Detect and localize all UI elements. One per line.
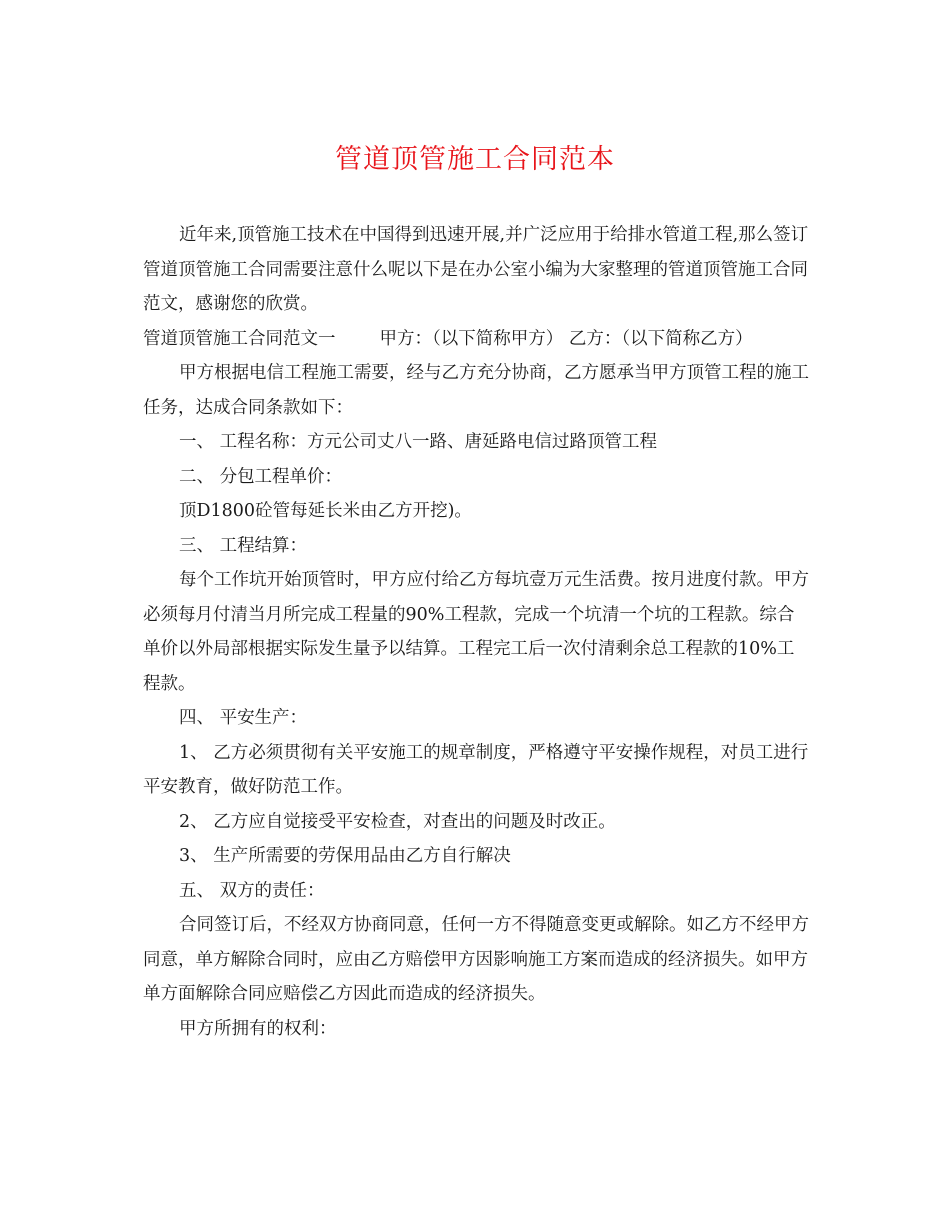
document-body bbox=[143, 218, 810, 1046]
settlement-paragraph: 每个工作坑开始顶管时，甲方应付给乙方每坑壹万元生活费。按月进度付款。甲方必须每月付清当月所完成工程量的90%工程款，完成一个坑清一个坑的工程款。综合单价以外局部根据实际发生量予以结算。工程完工后一次付清剩余总工程款的10%工程款。 bbox=[143, 570, 809, 694]
contract-header-line bbox=[143, 322, 810, 357]
safety-item-3: 3、 生产所需要的劳保用品由乙方自行解决 bbox=[179, 846, 511, 866]
party-a-label: 甲方：（以下简称甲方） bbox=[379, 328, 564, 349]
safety-item-2: 2、 乙方应自觉接受平安检查，对查出的问题及时改正。 bbox=[179, 811, 616, 832]
section-unit-price-heading: 二、 分包工程单价： bbox=[179, 466, 343, 487]
agreement-paragraph: 甲方根据电信工程施工需要，经与乙方充分协商，乙方愿承当甲方顶管工程的施工任务，达成合同条款如下： bbox=[143, 363, 809, 418]
safety-item-1: 1、 乙方必须贯彻有关平安施工的规章制度，严格遵守平安操作规程，对员工进行平安教育，做好防范工作。 bbox=[143, 742, 809, 797]
section-responsibility-heading: 五、 双方的责任： bbox=[179, 880, 325, 901]
intro-paragraph: 近年来,顶管施工技术在中国得到迅速开展,并广泛应用于给排水管道工程,那么签订管道顶管施工合同需要注意什么呢以下是在办公室小编为大家整理的管道顶管施工合同范文，感谢您的欣赏。 bbox=[143, 225, 809, 314]
section-safety-heading: 四、 平安生产： bbox=[179, 708, 308, 728]
section-settlement-heading: 三、 工程结算： bbox=[179, 535, 308, 556]
contract-sample-label: 管道顶管施工合同范文一 bbox=[143, 328, 336, 349]
document-title: 管道顶管施工合同范本 bbox=[335, 144, 615, 175]
unit-price-paragraph: 顶D1800砼管每延长米由乙方开挖)。 bbox=[179, 501, 472, 521]
party-a-rights-heading: 甲方所拥有的权利： bbox=[179, 1018, 337, 1039]
party-b-label: 乙方：（以下简称乙方） bbox=[568, 328, 753, 349]
responsibility-paragraph: 合同签订后，不经双方协商同意，任何一方不得随意变更或解除。如乙方不经甲方同意，单方解除合同时，应由乙方赔偿甲方因影响施工方案而造成的经济损失。如甲方单方面解除合同应赔偿乙方因此而造成的经济损失。 bbox=[143, 915, 809, 1004]
section-project-name: 一、 工程名称：方元公司丈八一路、唐延路电信过路顶管工程 bbox=[179, 432, 658, 452]
